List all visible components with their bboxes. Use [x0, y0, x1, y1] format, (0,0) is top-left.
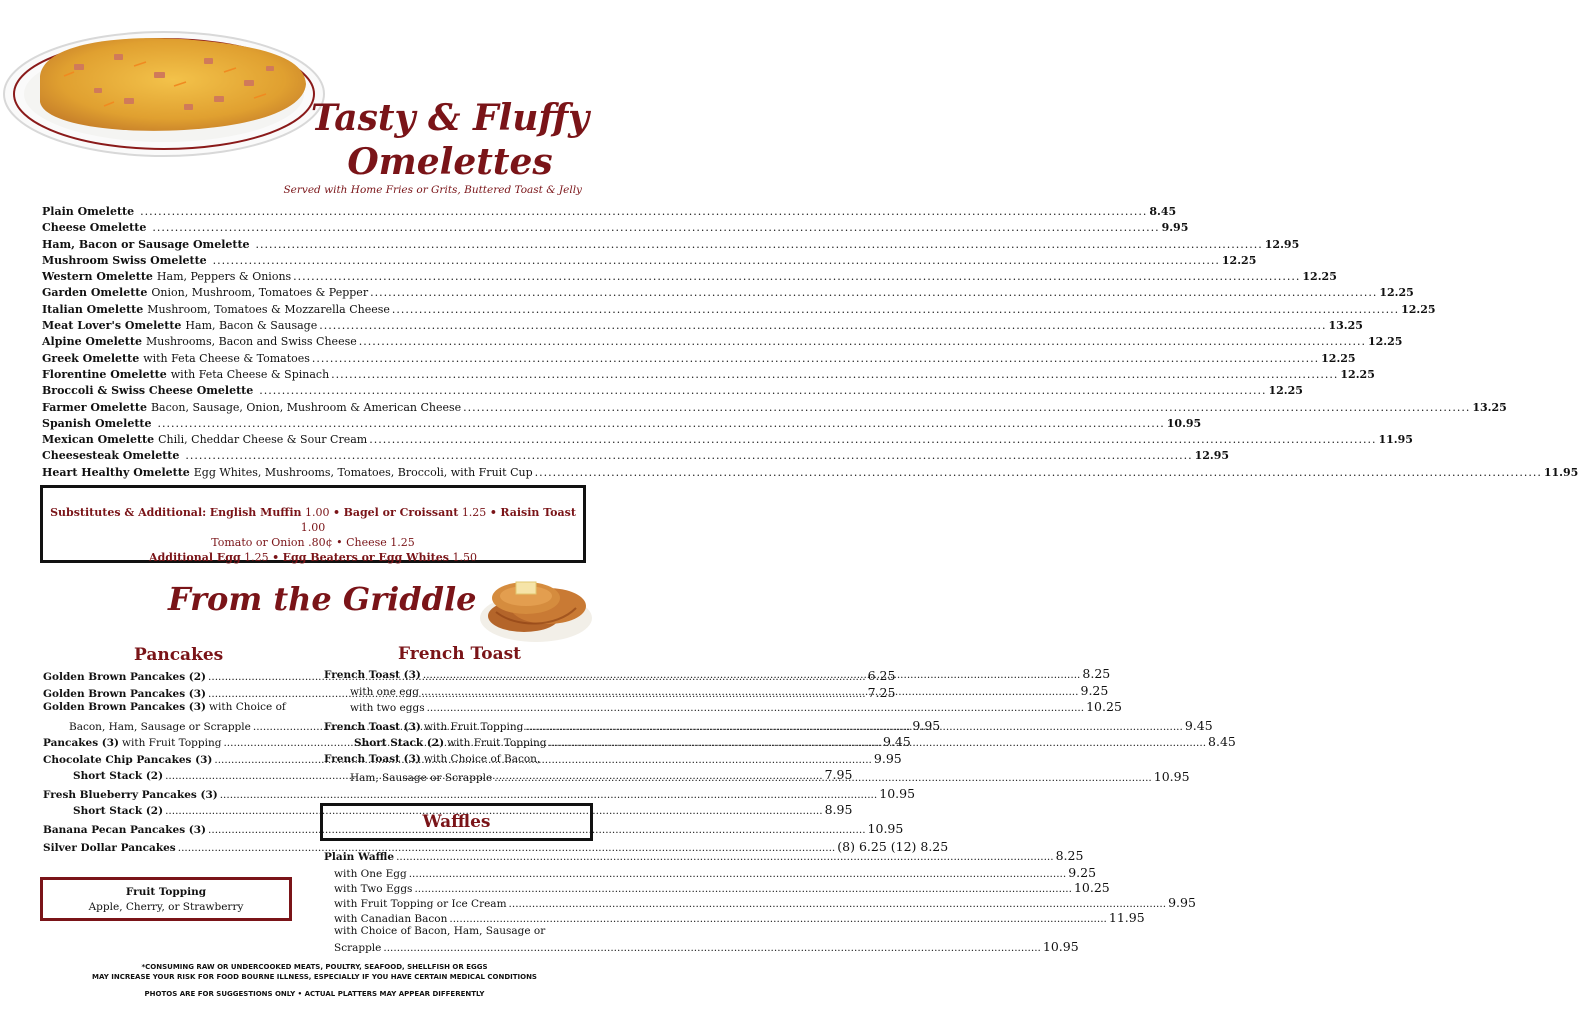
tomato-onion-price: Tomato or Onion .80¢	[211, 536, 333, 549]
substitutes-label: Substitutes & Additional:	[50, 506, 207, 519]
item-name: Alpine Omelette	[42, 335, 142, 349]
item-name: Heart Healthy Omelette	[42, 465, 190, 479]
item-price: 8.95	[824, 802, 853, 817]
item-description: Mushroom, Tomatoes & Mozzarella Cheese	[147, 302, 390, 316]
item-price: 7.95	[824, 767, 853, 782]
menu-item-row	[324, 894, 1196, 910]
french-toast-heading: French Toast	[398, 644, 522, 664]
omelette-plate-photo	[4, 6, 324, 166]
item-name: Broccoli & Swiss Cheese Omelette	[42, 384, 254, 398]
item-name: Ham, Bacon or Sausage Omelette	[42, 237, 250, 251]
item-description: with Fruit Topping	[447, 737, 547, 749]
menu-item-row	[42, 237, 1300, 254]
item-description: Ham, Bacon & Sausage	[185, 319, 318, 333]
menu-item-row	[42, 221, 1189, 237]
additional-egg-label: Additional Egg	[149, 551, 241, 564]
fruit-topping-heading: Fruit Topping	[125, 886, 207, 898]
menu-item-row	[324, 925, 589, 939]
bullet: •	[272, 551, 280, 564]
omelettes-title-line1: Tasty & Fluffy	[310, 97, 590, 139]
griddle-section-title: From the Griddle	[168, 580, 477, 618]
item-name: Spanish Omelette	[42, 416, 152, 430]
english-muffin-label: English Muffin	[209, 506, 302, 519]
menu-item-row	[42, 433, 1413, 449]
item-price: 13.25	[1472, 400, 1507, 414]
item-description: with Fruit Topping	[122, 737, 222, 749]
omelette-list	[42, 205, 1578, 482]
bullet: •	[489, 506, 497, 519]
menu-item-row	[42, 384, 1303, 400]
cheese-price: Cheese 1.25	[346, 536, 415, 549]
item-description: Egg Whites, Mushrooms, Tomatoes, Broccoli, with Fruit Cup	[193, 465, 533, 479]
menu-item-row	[324, 879, 1110, 895]
item-description: Mushrooms, Bacon and Swiss Cheese	[145, 335, 357, 349]
warning-line1: *CONSUMING RAW OR UNDERCOOKED MEATS, POULTRY, SEAFOOD, SHELLFISH OR EGGS	[141, 963, 488, 971]
item-description: with two eggs	[350, 702, 425, 714]
item-description: with Fruit Topping or Ice Cream	[334, 897, 507, 910]
menu-item-row	[324, 753, 590, 770]
item-price: 10.25	[1086, 699, 1122, 714]
item-description: Bacon, Ham, Sausage or Scrapple	[69, 720, 251, 733]
item-name: Farmer Omelette	[42, 400, 147, 414]
item-description: Bacon, Sausage, Onion, Mushroom & American Cheese	[150, 400, 462, 414]
menu-item-row	[42, 400, 1507, 417]
french-toast-photo	[476, 568, 591, 643]
item-name: Italian Omelette	[42, 302, 144, 316]
item-price: 13.25	[1328, 319, 1363, 333]
menu-item-row	[324, 938, 1079, 954]
item-price: 9.95	[912, 717, 941, 733]
item-name: Plain Waffle	[324, 851, 395, 863]
item-description: with Choice of Bacon,	[423, 752, 541, 765]
waffles-list	[324, 848, 1196, 954]
menu-item-row	[324, 848, 1084, 865]
menu-item-row	[42, 270, 1337, 286]
item-price: 12.95	[1264, 237, 1300, 251]
menu-item-row	[42, 302, 1436, 319]
item-price: 9.95	[873, 750, 902, 766]
fruit-topping-box	[40, 877, 292, 921]
item-name: Meat Lover's Omelette	[42, 319, 182, 333]
item-price: 10.25	[1073, 879, 1110, 895]
consumer-warning	[0, 962, 629, 982]
bullet: •	[336, 536, 343, 549]
item-name: Golden Brown Pancakes (3)	[43, 687, 207, 700]
menu-item-row	[42, 351, 1356, 368]
item-price: 8.45	[1208, 734, 1236, 749]
item-description: Onion, Mushroom, Tomatoes & Pepper	[151, 286, 369, 300]
item-name: Silver Dollar Pancakes	[43, 842, 176, 854]
item-description: with Feta Cheese & Tomatoes	[143, 351, 310, 365]
item-price: 8.25	[1055, 848, 1084, 863]
item-name: Garden Omelette	[42, 286, 148, 300]
item-price: 12.25	[1401, 302, 1436, 316]
item-description: with One Egg	[334, 867, 407, 880]
photo-disclaimer: PHOTOS ARE FOR SUGGESTIONS ONLY • ACTUAL PLATTERS MAY APPEAR DIFFERENTLY	[144, 990, 485, 998]
item-name: Plain Omelette	[42, 205, 135, 218]
item-price: 6.25	[867, 668, 896, 683]
item-description: with one egg	[350, 685, 419, 698]
warning-line2: MAY INCREASE YOUR RISK FOR FOOD BOURNE ILLNESS, ESPECIALLY IF YOU HAVE CERTAIN MEDICAL CONDITIONS	[92, 973, 537, 981]
item-description: with Canadian Bacon	[334, 912, 448, 925]
substitutes-line1	[43, 505, 583, 535]
item-name: Greek Omelette	[42, 351, 140, 365]
menu-item-row	[43, 785, 916, 803]
item-name: Golden Brown Pancakes (2)	[43, 671, 207, 683]
item-name: Florentine Omelette	[42, 367, 167, 381]
item-price: 10.95	[1166, 416, 1202, 430]
substitutes-line2	[43, 535, 583, 550]
menu-item-row	[42, 286, 1414, 302]
item-description: with Choice of Bacon, Ham, Sausage or	[334, 924, 546, 937]
menu-item-row	[324, 909, 1145, 925]
menu-item-row	[42, 465, 1578, 482]
bagel-croissant-price: 1.25	[461, 506, 487, 519]
item-price: 12.25	[1302, 270, 1337, 284]
raisin-toast-price: 1.00	[300, 521, 326, 534]
item-description: Chili, Cheddar Cheese & Sour Cream	[158, 433, 368, 447]
item-price: 9.25	[1068, 864, 1097, 880]
item-price: 12.25	[1321, 351, 1356, 365]
item-price: 9.45	[883, 734, 911, 749]
item-price: 9.95	[1161, 221, 1189, 235]
omelettes-served-with-note: Served with Home Fries or Grits, Buttered Toast & Jelly	[283, 184, 582, 196]
english-muffin-price: 1.00	[305, 506, 330, 519]
item-name: Banana Pecan Pancakes (3)	[43, 823, 207, 836]
item-description: with Two Eggs	[334, 882, 413, 895]
item-price: 10.95	[1153, 769, 1190, 784]
menu-item-row	[42, 319, 1363, 335]
raisin-toast-label: Raisin Toast	[500, 506, 576, 519]
additional-egg-price: 1.25	[244, 551, 269, 564]
waffles-heading-box	[320, 803, 593, 841]
item-name: Short Stack (2)	[354, 737, 445, 749]
item-price: 10.95	[1042, 938, 1079, 954]
item-name: Mushroom Swiss Omelette	[42, 253, 207, 267]
substitutes-line3	[43, 550, 583, 565]
item-price: 11.95	[1108, 909, 1145, 925]
menu-item-row	[324, 699, 1122, 716]
bullet: •	[333, 506, 341, 519]
item-description: Scrapple	[334, 941, 382, 954]
menu-item-row	[42, 449, 1230, 465]
item-name: Fresh Blueberry Pancakes (3)	[43, 788, 218, 801]
item-price: 12.25	[1268, 384, 1303, 398]
egg-beaters-price: 1.50	[452, 551, 477, 564]
fruit-topping-options: Apple, Cherry, or Strawberry	[88, 901, 244, 913]
item-price: 12.25	[1221, 253, 1257, 267]
item-price: 12.95	[1194, 449, 1230, 463]
item-price: 12.25	[1340, 367, 1375, 381]
item-name: Short Stack (2)	[73, 770, 164, 782]
menu-item-row	[43, 701, 308, 718]
bagel-croissant-label: Bagel or Croissant	[343, 506, 459, 519]
item-price: 7.25	[867, 684, 896, 700]
item-price: (8) 6.25 (12) 8.25	[837, 839, 949, 854]
item-name: French Toast (3)	[324, 669, 421, 681]
menu-item-row	[42, 416, 1202, 433]
pancakes-heading: Pancakes	[134, 645, 224, 665]
item-price: 9.95	[1168, 894, 1196, 910]
menu-item-row	[324, 864, 1097, 880]
menu-item-row	[43, 839, 949, 856]
item-price: 8.45	[1149, 205, 1177, 218]
item-price: 12.25	[1367, 335, 1403, 349]
item-name: Western Omelette	[42, 270, 153, 284]
item-name: Mexican Omelette	[42, 433, 155, 447]
substitutes-box	[40, 485, 586, 563]
menu-item-row	[42, 253, 1257, 270]
item-description: Ham, Sausage or Scrapple	[350, 772, 493, 784]
item-name: Cheese Omelette	[42, 221, 147, 235]
item-price: 10.95	[867, 820, 904, 836]
egg-beaters-label: Egg Beaters or Egg Whites	[282, 551, 449, 564]
menu-item-row	[42, 205, 1177, 221]
omelettes-title-line2: Omelettes	[347, 141, 553, 183]
item-description: with Choice of	[209, 701, 286, 713]
item-name: Pancakes (3)	[43, 737, 120, 749]
item-description: with Feta Cheese & Spinach	[170, 367, 330, 381]
item-name: Chocolate Chip Pancakes (3)	[43, 753, 213, 766]
item-price: 11.95	[1378, 433, 1413, 447]
item-price: 10.95	[879, 785, 916, 801]
menu-item-row	[42, 367, 1375, 384]
item-name: French Toast (3)	[324, 720, 421, 733]
item-description: Ham, Peppers & Onions	[156, 270, 292, 284]
item-name: Short Stack (2)	[73, 805, 164, 817]
item-price: 12.25	[1379, 286, 1414, 300]
item-price: 8.25	[1082, 666, 1111, 681]
item-name: Golden Brown Pancakes (3)	[43, 701, 207, 713]
item-price: 9.45	[1184, 717, 1213, 733]
menu-item-row	[43, 802, 853, 819]
item-price: 9.25	[1080, 682, 1109, 698]
item-name: Cheesesteak Omelette	[42, 449, 180, 463]
menu-item-row	[42, 335, 1403, 351]
waffles-heading: Waffles	[422, 812, 491, 832]
item-name: French Toast (3)	[324, 752, 421, 765]
item-price: 11.95	[1543, 465, 1578, 479]
item-description: with Fruit Topping	[423, 720, 524, 733]
